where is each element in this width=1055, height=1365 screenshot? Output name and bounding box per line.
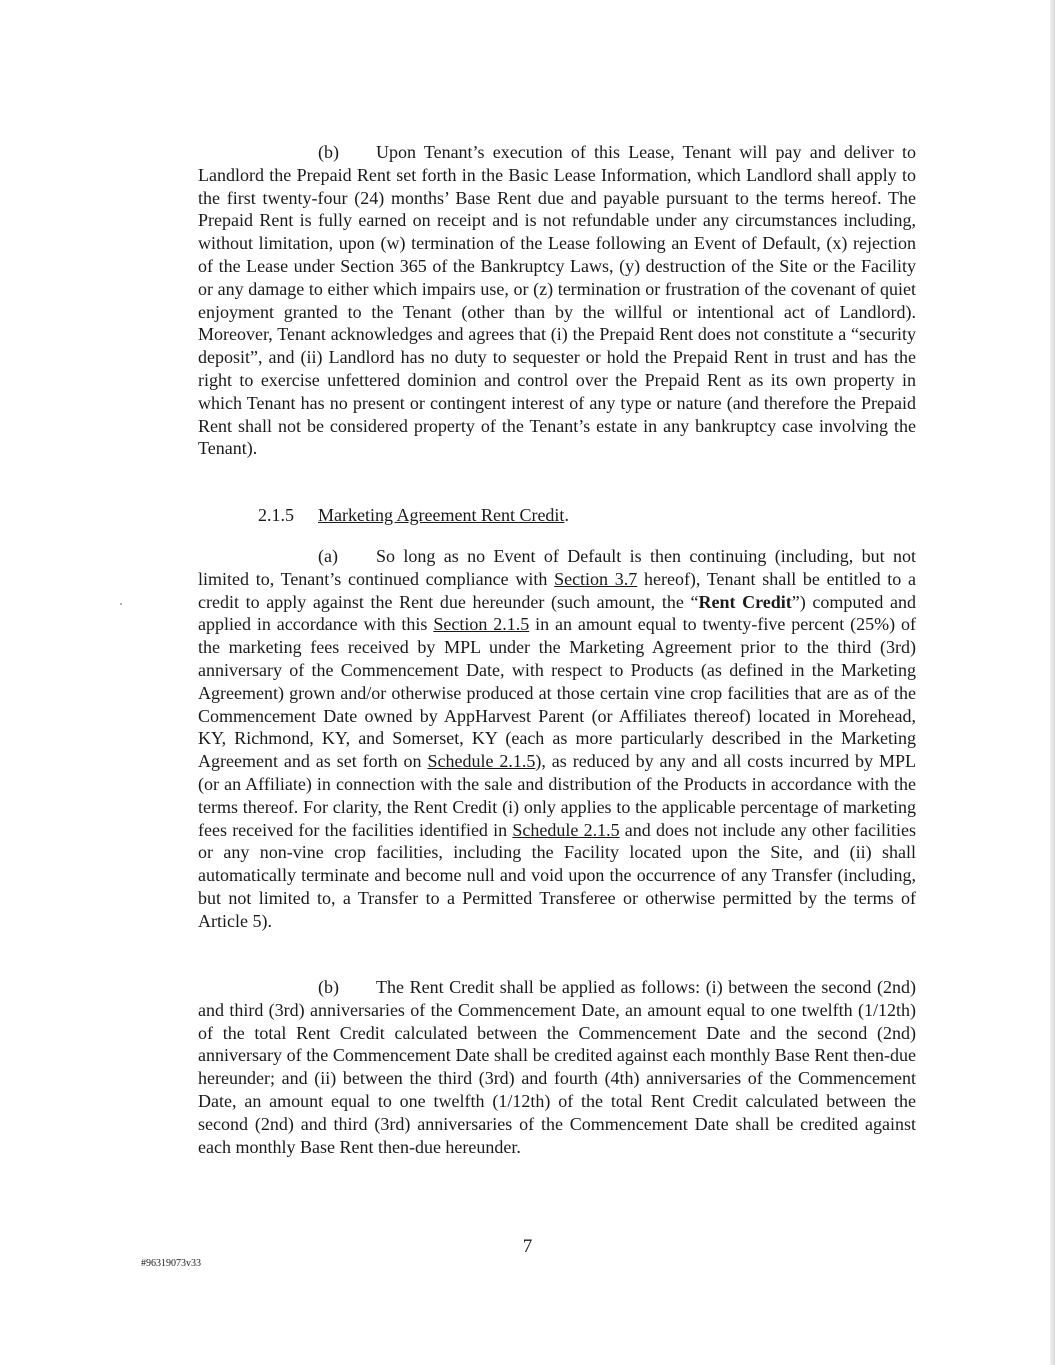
cross-reference-schedule-2-1-5: Schedule 2.1.5 (512, 819, 620, 840)
paragraph-label: (b) (318, 977, 339, 997)
cross-reference-section-2-1-5: Section 2.1.5 (433, 614, 530, 635)
paragraph-a-rent-credit: (a) So long as no Event of Default is then continuing (including, but not limited to, Tenant’s continued compliance with Section 3.7 hereof), Tenant shall be entitled to a credit to apply against the Rent due hereunder (such amount, the “Rent Credit”) computed and applied in accordance with this Section 2.1.5 in an amount equal to twenty-five percent (25%) of the marketing fees received by MPL under the Marketing Agreement prior to the third (3rd) anniversary of the Commencement Date, with respect to Products (as defined in the Marketing Agreement) grown and/or otherwise produced at those certain vine crop facilities that are as of the Commencement Date owned by AppHarvest Parent (or Affiliates thereof) located in Morehead, KY, Richmond, KY, and Somerset, KY (each as more particularly described in the Marketing Agreement and as set forth on Schedule 2.1.5), as reduced by any and all costs incurred by MPL (or an Affiliate) in connection with the sale and distribution of the Products in accordance with the terms thereof. For clarity, the Rent Credit (i) only applies to the applicable percentage of marketing fees received for the facilities identified in Schedule 2.1.5 and does not include any other facilities or any non-vine crop facilities, including the Facility located upon the Site, and (ii) shall automatically terminate and become null and void upon the occurrence of any Transfer (including, but not limited to, a Transfer to a Permitted Transferee or otherwise permitted by the terms of Article 5). (198, 546, 917, 931)
section-heading-2-1-5: 2.1.5 Marketing Agreement Rent Credit. (258, 505, 569, 525)
paragraph-label: (b) (318, 142, 339, 162)
cross-reference-schedule-2-1-5: Schedule 2.1.5 (427, 751, 536, 772)
paragraph-b-prepaid-rent (198, 141, 916, 460)
paragraph-label: (a) (318, 546, 338, 566)
section-title: Marketing Agreement Rent Credit (318, 505, 565, 525)
section-number: 2.1.5 (258, 505, 294, 525)
cross-reference-section-3-7: Section 3.7 (554, 568, 638, 589)
defined-term-rent-credit: Rent Credit (698, 591, 792, 612)
paragraph-text: Upon Tenant’s execution of this Lease, Tenant will pay and deliver to Landlord the Prepaid Rent set forth in the Basic Lease Information, which Landlord shall apply to the first twenty-four (24) months’ Base Rent due and payable pursuant to the terms hereof. The Prepaid Rent is fully earned on receipt and is not refundable under any circumstances including, without limitation, upon (w) termination of the Lease following an Event of Default, (x) rejection of the Lease under Section 365 of the Bankruptcy Laws, (y) destruction of the Site or the Facility or any damage to either which impairs use, or (z) termination or frustration of the covenant of quiet enjoyment granted to the Tenant (other than by the willful or intentional act of Landlord). Moreover, Tenant acknowledges and agrees that (i) the Prepaid Rent does not constitute a “security deposit”, and (ii) Landlord has no duty to sequester or hold the Prepaid Rent in trust and has the right to exercise unfettered dominion and control over the Prepaid Rent as its own property in which Tenant has no present or contingent interest of any type or nature (and therefore the Prepaid Rent shall not be considered property of the Tenant’s estate in any bankruptcy case involving the Tenant). (198, 142, 916, 459)
scan-speck (120, 603, 122, 605)
paragraph-b-credit-application (198, 976, 916, 1158)
scan-edge (1050, 0, 1055, 1365)
document-id: #96319073v33 (141, 1258, 201, 1269)
page-number: 7 (522, 1236, 533, 1257)
paragraph-text: The Rent Credit shall be applied as follows: (i) between the second (2nd) and third (3rd) anniversaries of the Commencement Date, an amount equal to one twelfth (1/12th) of the total Rent Credit calculated between the Commencement Date and the second (2nd) anniversary of the Commencement Date shall be credited against each monthly Base Rent then-due hereunder; and (ii) between the third (3rd) and fourth (4th) anniversaries of the Commencement Date, an amount equal to one twelfth (1/12th) of the total Rent Credit calculated between the second (2nd) and third (3rd) anniversaries of the Commencement Date shall be credited against each monthly Base Rent then-due hereunder. (198, 977, 916, 1157)
